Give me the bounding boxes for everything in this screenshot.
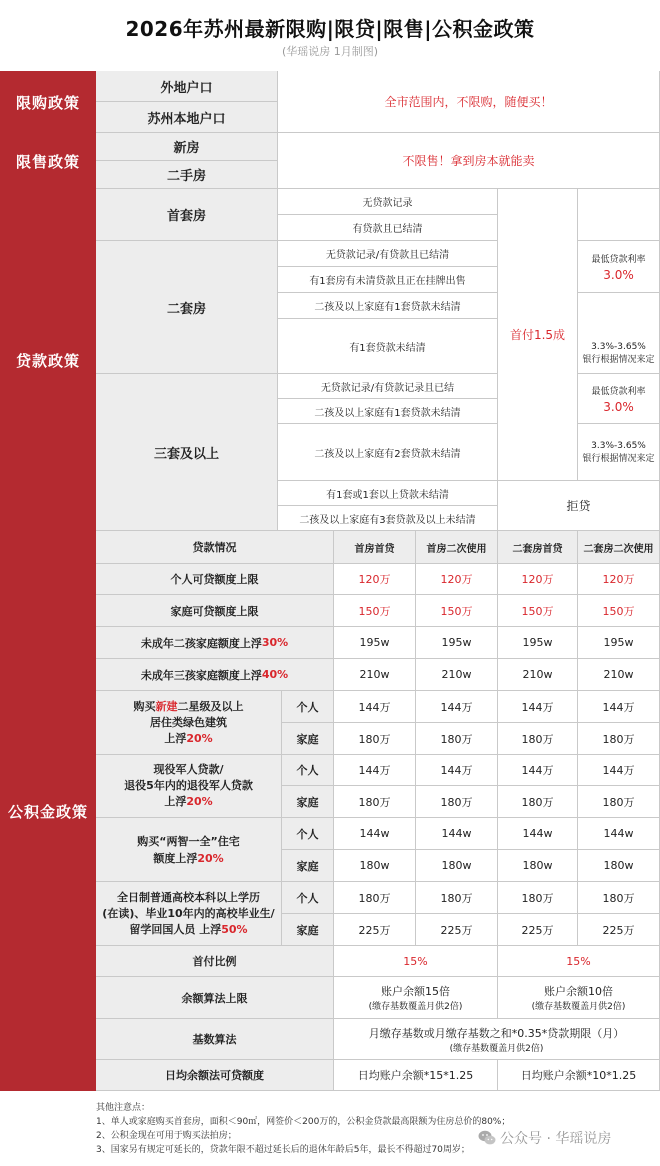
rate-range: 3.3%-3.65% <box>591 341 646 352</box>
gjj-base-value <box>334 1019 660 1060</box>
label-line <box>134 699 244 715</box>
gjj-cell: 180万 <box>578 723 660 755</box>
base-main: 月缴存基数或月缴存基数之和*0.35*贷款期限（月） <box>368 1026 625 1040</box>
rate-box-2 <box>578 241 660 293</box>
notes-title: 其他注意点： <box>96 1103 151 1113</box>
rate-value: 3.0% <box>603 267 634 282</box>
daikuan-second-cond: 有1套贷款未结清 <box>278 319 498 374</box>
gjj-cell: 210w <box>334 659 416 691</box>
gjj-cell: 180万 <box>334 723 416 755</box>
gjj-cell: 225万 <box>416 914 498 946</box>
gjj-cell: 180w <box>334 850 416 882</box>
label-highlight: 20% <box>197 851 224 865</box>
gjj-cell: 144万 <box>498 755 578 786</box>
rate-note: 银行根据情况来定 <box>582 453 655 464</box>
base-sub: (缴存基数覆盖月供2倍) <box>449 1043 544 1054</box>
label-line: 全日制普通高校本科以上学历 <box>117 890 260 904</box>
gjj-cell: 180万 <box>578 786 660 818</box>
label-text: 上浮 <box>164 731 187 745</box>
gjj-sub-person: 个人 <box>282 818 334 850</box>
gjj-group-label <box>96 691 282 755</box>
notes-item: 1、单人或家庭购买首套房，面积＜90㎡，网签价＜200万的，公积金贷款最高限额为住房总价的80%； <box>96 1117 511 1127</box>
rate-box-3 <box>578 374 660 424</box>
gjj-row-label <box>96 659 334 691</box>
gjj-cell: 144万 <box>416 691 498 723</box>
rate-label: 最低贷款利率 <box>591 254 646 265</box>
refuse-loan: 拒贷 <box>498 481 660 531</box>
gjj-cell: 180万 <box>578 882 660 914</box>
category-daikuan: 贷款政策 <box>0 189 96 531</box>
label-line: 现役军人贷款/ <box>153 763 224 776</box>
gjj-daily-label: 日均余额法可贷额度 <box>96 1060 334 1091</box>
rate-box-1 <box>578 189 660 241</box>
label-text: 上浮 <box>164 795 187 808</box>
label-text: 购买 <box>133 699 156 713</box>
rate-value: 3.0% <box>603 399 634 414</box>
daikuan-first-cond: 无贷款记录 <box>278 189 498 215</box>
xiangou-row-bendi: 苏州本地户口 <box>96 102 278 133</box>
category-xianshou: 限售政策 <box>0 133 96 189</box>
gjj-row-label <box>96 627 334 659</box>
gjj-cell: 180万 <box>416 786 498 818</box>
gjj-cell: 144万 <box>416 755 498 786</box>
gjj-base-label: 基数算法 <box>96 1019 334 1060</box>
gjj-cell: 180万 <box>498 882 578 914</box>
gjj-down-second: 15% <box>498 946 660 977</box>
daikuan-second-cond: 有1套房有未清贷款且正在挂牌出售 <box>278 267 498 293</box>
gjj-header: 贷款情况 <box>96 531 334 564</box>
gjj-cell: 150万 <box>334 595 416 627</box>
label-line <box>164 794 212 810</box>
gjj-row-label: 家庭可贷额度上限 <box>96 595 334 627</box>
watermark <box>478 1128 611 1148</box>
balance-main: 账户余额10倍 <box>544 985 613 998</box>
gjj-daily-first: 日均账户余额*15*1.25 <box>334 1060 498 1091</box>
down-payment: 首付1.5成 <box>498 189 578 481</box>
gjj-cell: 195w <box>334 627 416 659</box>
gjj-cell: 180w <box>498 850 578 882</box>
gjj-group-label <box>96 818 282 882</box>
xiangou-row-waidi: 外地户口 <box>96 71 278 102</box>
rate-note: 银行根据情况来定 <box>582 354 655 365</box>
rate-range: 3.3%-3.65% <box>591 440 646 451</box>
label-line: (在读)、毕业10年内的高校毕业生/ <box>102 906 275 920</box>
notes-item: 2、公积金现在可用于购买法拍房； <box>96 1131 237 1141</box>
gjj-cell: 144万 <box>334 755 416 786</box>
daikuan-third-cond: 二孩及以上家庭有3套贷款及以上未结清 <box>278 506 498 531</box>
gjj-sub-person: 个人 <box>282 691 334 723</box>
gjj-sub-family: 家庭 <box>282 786 334 818</box>
gjj-daily-second: 日均账户余额*10*1.25 <box>498 1060 660 1091</box>
gjj-cell: 180万 <box>498 723 578 755</box>
label-text: 未成年二孩家庭额度上浮 <box>140 636 262 650</box>
gjj-cell: 120万 <box>334 564 416 595</box>
watermark-text: 公众号 · 华瑶说房 <box>500 1131 612 1147</box>
daikuan-second-cond: 二孩及以上家庭有1套贷款未结清 <box>278 293 498 319</box>
gjj-sub-family: 家庭 <box>282 914 334 946</box>
balance-main: 账户余额15倍 <box>381 985 450 998</box>
gjj-cell: 150万 <box>416 595 498 627</box>
label-line: 居住类绿色建筑 <box>150 715 227 729</box>
gjj-cell: 120万 <box>578 564 660 595</box>
daikuan-third-label: 三套及以上 <box>96 374 278 531</box>
category-gjj: 公积金政策 <box>0 531 96 1091</box>
gjj-cell: 144w <box>498 818 578 850</box>
gjj-header: 二套房首贷 <box>498 531 578 564</box>
gjj-cell: 180万 <box>416 723 498 755</box>
gjj-balance-second <box>498 977 660 1019</box>
label-line: 退役5年内的退役军人贷款 <box>124 779 253 792</box>
label-highlight: 20% <box>186 795 213 808</box>
gjj-sub-person: 个人 <box>282 755 334 786</box>
gjj-cell: 180万 <box>498 786 578 818</box>
xiangou-policy: 全市范围内，不限购，随便买！ <box>278 71 660 133</box>
xianshou-row-xinfang: 新房 <box>96 133 278 161</box>
gjj-cell: 225万 <box>334 914 416 946</box>
daikuan-first-label: 首套房 <box>96 189 278 241</box>
gjj-cell: 180w <box>416 850 498 882</box>
gjj-cell: 144w <box>334 818 416 850</box>
daikuan-second-label: 二套房 <box>96 241 278 374</box>
gjj-cell: 225万 <box>578 914 660 946</box>
page-title: 2026年苏州最新限购|限贷|限售|公积金政策 <box>125 16 535 41</box>
daikuan-first-cond: 有贷款且已结清 <box>278 215 498 241</box>
label-text: 未成年三孩家庭额度上浮 <box>140 668 262 682</box>
gjj-group-label <box>96 755 282 818</box>
gjj-down-label: 首付比例 <box>96 946 334 977</box>
gjj-header: 首房首贷 <box>334 531 416 564</box>
gjj-cell: 144w <box>416 818 498 850</box>
gjj-cell: 180w <box>578 850 660 882</box>
gjj-cell: 180万 <box>334 882 416 914</box>
daikuan-third-cond: 有1套或1套以上贷款未结清 <box>278 481 498 506</box>
rate-label: 最低贷款利率 <box>591 386 646 397</box>
gjj-balance-first <box>334 977 498 1019</box>
label-highlight: 20% <box>186 731 213 745</box>
rate-range-box <box>578 424 660 481</box>
wechat-icon <box>478 1130 496 1146</box>
gjj-cell: 225万 <box>498 914 578 946</box>
gjj-cell: 210w <box>498 659 578 691</box>
label-text: 额度上浮 <box>153 851 198 865</box>
gjj-cell: 180万 <box>416 882 498 914</box>
gjj-cell: 144万 <box>578 755 660 786</box>
label-line <box>129 922 247 938</box>
gjj-row-label: 个人可贷额度上限 <box>96 564 334 595</box>
gjj-down-first: 15% <box>334 946 498 977</box>
gjj-cell: 195w <box>578 627 660 659</box>
label-text: 二星级及以上 <box>177 699 244 713</box>
gjj-cell: 144万 <box>578 691 660 723</box>
label-highlight: 新建 <box>155 699 178 713</box>
daikuan-third-cond: 无贷款记录/有贷款记录且已结 <box>278 374 498 399</box>
xianshou-policy: 不限售！拿到房本就能卖 <box>278 133 660 189</box>
gjj-cell: 144w <box>578 818 660 850</box>
gjj-header: 首房二次使用 <box>416 531 498 564</box>
rate-range-box <box>578 293 660 374</box>
label-highlight: 50% <box>221 922 248 936</box>
label-line: 购买“两智一全”住宅 <box>137 834 240 848</box>
gjj-cell: 120万 <box>498 564 578 595</box>
gjj-sub-family: 家庭 <box>282 850 334 882</box>
gjj-balance-label: 余额算法上限 <box>96 977 334 1019</box>
gjj-group-label <box>96 882 282 946</box>
label-highlight: 40% <box>261 668 289 681</box>
balance-sub: (缴存基数覆盖月供2倍) <box>531 1002 626 1012</box>
gjj-header: 二套房二次使用 <box>578 531 660 564</box>
gjj-cell: 120万 <box>416 564 498 595</box>
gjj-cell: 150万 <box>578 595 660 627</box>
label-text: 留学回国人员 上浮 <box>129 922 222 936</box>
notes-item: 3、国家另有规定可延长的，贷款年限不超过延长后的退休年龄后5年，最长不得超过70周岁； <box>96 1145 470 1155</box>
daikuan-second-cond: 无贷款记录/有贷款且已结清 <box>278 241 498 267</box>
gjj-sub-family: 家庭 <box>282 723 334 755</box>
daikuan-third-cond: 二孩及以上家庭有2套贷款未结清 <box>278 424 498 481</box>
xianshou-row-ershou: 二手房 <box>96 161 278 189</box>
label-line <box>153 850 223 867</box>
gjj-cell: 150万 <box>498 595 578 627</box>
gjj-cell: 210w <box>578 659 660 691</box>
gjj-cell: 144万 <box>498 691 578 723</box>
label-line <box>164 731 212 747</box>
label-highlight: 30% <box>261 636 289 649</box>
daikuan-third-cond: 二孩及以上家庭有1套贷款未结清 <box>278 399 498 424</box>
gjj-cell: 195w <box>498 627 578 659</box>
gjj-sub-person: 个人 <box>282 882 334 914</box>
balance-sub: (缴存基数覆盖月供2倍) <box>368 1002 463 1012</box>
page-subtitle: (华瑶说房 1月制图) <box>281 45 379 58</box>
gjj-cell: 180万 <box>334 786 416 818</box>
category-xiangou: 限购政策 <box>0 71 96 133</box>
gjj-cell: 210w <box>416 659 498 691</box>
gjj-cell: 144万 <box>334 691 416 723</box>
gjj-cell: 195w <box>416 627 498 659</box>
